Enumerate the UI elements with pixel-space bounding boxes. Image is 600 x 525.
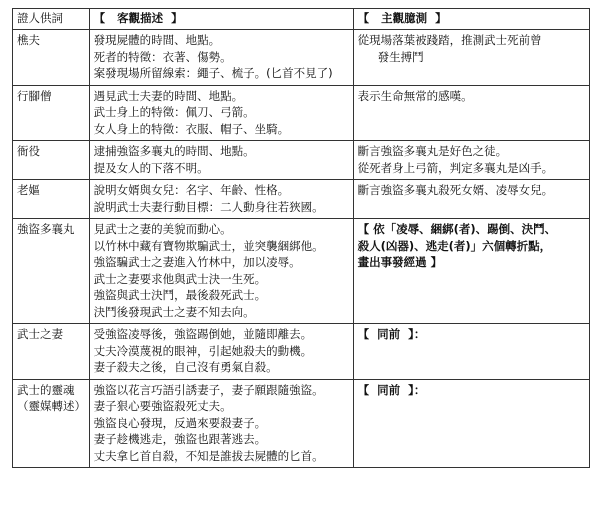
subjective-line: 斷言強盜多襄丸殺死女婿、凌辱女兒。 (357, 183, 554, 197)
header-objective (89, 9, 353, 30)
subjective-cell (353, 30, 589, 86)
objective-line: 武士身上的特徵：佩刀、弓箭。 (93, 105, 255, 119)
subjective-line: 發生搏鬥 (377, 49, 424, 64)
objective-line: 發現屍體的時間、地點。 (93, 33, 221, 47)
objective-line: 提及女人的下落不明。 (93, 160, 209, 175)
objective-cell (89, 141, 353, 180)
subjective-line: 殺人(凶器)、逃走(者)」六個轉折點， (357, 238, 552, 253)
header-subjective-label: 【 主觀臆測 】 (357, 11, 447, 25)
objective-line: 死者的特徵：衣著、傷勢。 (93, 49, 232, 64)
witness-cell (13, 379, 90, 468)
witness-cell: 武士之妻 (13, 324, 90, 380)
objective-cell (89, 180, 353, 219)
objective-line: 妻子狠心要強盜殺死丈夫。 (93, 399, 232, 413)
subjective-line: 畫出事發經過 】 (357, 255, 443, 269)
table-row (13, 379, 590, 468)
objective-cell (89, 379, 353, 468)
witness-cell: 樵夫 (13, 30, 90, 86)
subjective-line: 【 依「凌辱、綑綁(者)、踢倒、決鬥、 (357, 222, 557, 236)
objective-line: 妻子殺夫之後，自己沒有勇氣自殺。 (93, 360, 278, 374)
subjective-cell (353, 379, 589, 468)
witness-cell: 行腳僧 (13, 85, 90, 141)
objective-line: 說明武士夫妻行動目標：二人動身往若狹國。 (93, 199, 324, 214)
subjective-line: 斷言強盜多襄丸是好色之徒。 (357, 144, 508, 158)
objective-line: 妻子趁機逃走，強盜也跟著逃去。 (93, 432, 267, 446)
header-subjective (353, 9, 589, 30)
subjective-line: 【 同前 】： (357, 382, 426, 397)
objective-line: 說明女婿與女兒：名字、年齡、性格。 (93, 183, 290, 197)
objective-line: 強盜以花言巧語引誘妻子，妻子願跟隨強盜。 (93, 382, 324, 397)
objective-line: 強盜與武士決鬥，最後殺死武士。 (93, 288, 267, 302)
table-row (13, 180, 590, 219)
subjective-cell (353, 180, 589, 219)
subjective-line: 表示生命無常的感嘆。 (357, 88, 473, 103)
subjective-line: 從死者身上弓箭，判定多襄丸是凶手。 (357, 160, 554, 175)
witness-note: （靈媒轉述） (17, 399, 86, 413)
objective-cell (89, 85, 353, 141)
objective-line: 受強盜凌辱後，強盜踢倒她，並隨即離去。 (93, 327, 313, 341)
table-header-row (13, 9, 590, 30)
objective-line: 強盜騙武士之妻進入竹林中，加以凌辱。 (93, 255, 301, 269)
objective-line: 見武士之妻的美貌而動心。 (93, 222, 232, 236)
objective-line: 逮捕強盜多襄丸的時間、地點。 (93, 144, 255, 158)
table-row (13, 85, 590, 141)
objective-line: 女人身上的特徵：衣服、帽子、坐騎。 (93, 121, 290, 136)
objective-line: 遇見武士夫妻的時間、地點。 (93, 88, 244, 103)
table-row (13, 30, 590, 86)
objective-line: 丈夫拿匕首自殺，不知是誰拔去屍體的匕首。 (93, 448, 324, 463)
header-objective-label: 【 客觀描述 】 (93, 11, 183, 25)
table-row (13, 141, 590, 180)
objective-cell (89, 30, 353, 86)
subjective-cell (353, 324, 589, 380)
witness-cell: 老嫗 (13, 180, 90, 219)
objective-line: 案發現場所留線索：繩子、梳子。(匕首不見了) (93, 66, 333, 80)
subjective-cell (353, 219, 589, 324)
objective-cell (89, 219, 353, 324)
objective-line: 丈夫冷漠蔑視的眼神，引起她殺夫的動機。 (93, 343, 313, 358)
table-row (13, 324, 590, 380)
subjective-cell (353, 85, 589, 141)
subjective-line: 從現場落葉被踐踏，推測武士死前曾 (357, 33, 542, 47)
subjective-line: 【 同前 】： (357, 327, 426, 341)
objective-line: 決鬥後發現武士之妻不知去向。 (93, 304, 255, 319)
header-witness: 證人供詞 (13, 9, 90, 30)
objective-line: 強盜良心發現，反過來要殺妻子。 (93, 415, 267, 430)
testimony-table (12, 8, 590, 468)
table-row (13, 219, 590, 324)
objective-cell (89, 324, 353, 380)
objective-line: 武士之妻要求他與武士決一生死。 (93, 271, 267, 286)
witness-cell: 強盜多襄丸 (13, 219, 90, 324)
subjective-cell (353, 141, 589, 180)
witness-name: 武士的靈魂 (17, 382, 75, 397)
objective-line: 以竹林中藏有寶物欺騙武士，並突襲綑綁他。 (93, 238, 324, 253)
witness-cell: 衙役 (13, 141, 90, 180)
